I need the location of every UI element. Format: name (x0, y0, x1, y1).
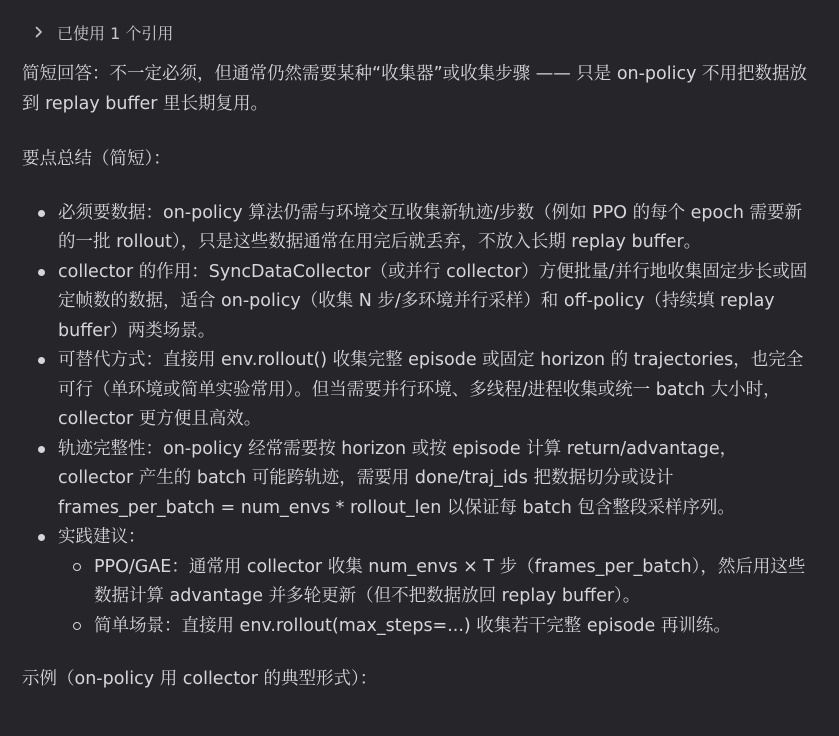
example-heading: 示例（on-policy 用 collector 的典型形式）： (22, 669, 378, 689)
references-label: 已使用 1 个引用 (57, 23, 174, 43)
answer-intro: 简短回答：不一定必须，但通常仍然需要某种“收集器”或收集步骤 —— 只是 on-policy 不用把数据放到 replay buffer 里长期复用。 (22, 64, 808, 114)
list-item (58, 346, 812, 435)
point-text: collector 的作用：SyncDataCollector（或并行 collector）方便批量/并行地收集固定步长或固定帧数的数据，适合 on-policy（收集 N 步/多环境并行采样）和 off-policy（持续填 replay buffer）两类场景。 (58, 261, 808, 341)
list-item (58, 523, 812, 641)
sub-point-text: PPO/GAE：通常用 collector 收集 num_envs × T 步（frames_per_batch），然后用这些数据计算 advantage 并多轮更新（但不把数据放回 replay buffer）。 (94, 556, 806, 606)
key-points-list (22, 199, 812, 642)
sub-list-item (94, 553, 812, 612)
sub-point-text: 简单场景：直接用 env.rollout(max_steps=...) 收集若干完整 episode 再训练。 (94, 615, 731, 636)
list-item (58, 199, 812, 258)
point-text: 实践建议： (58, 527, 146, 547)
chevron-right-icon (33, 26, 45, 38)
summary-heading: 要点总结（简短）： (22, 149, 171, 169)
references-toggle[interactable] (33, 19, 173, 45)
list-item (58, 435, 812, 524)
practice-sublist (58, 553, 812, 642)
answer-body (22, 60, 812, 695)
point-text: 轨迹完整性：on-policy 经常需要按 horizon 或按 episode 计算 return/advantage，collector 产生的 batch 可能跨轨迹，需要用 done/traj_ids 把数据切分或设计 frames_per_batch = num_envs * rollout_len 以保证每 batch 包含整段采样序列。 (58, 438, 738, 518)
point-text: 可替代方式：直接用 env.rollout() 收集完整 episode 或固定 horizon 的 trajectories，也完全可行（单环境或简单实验常用）。但当需要并行环境、多线程/进程收集或统一 batch 大小时，collector 更方便且高效。 (58, 350, 804, 429)
sub-list-item (94, 612, 812, 642)
list-item (58, 258, 812, 347)
point-text: 必须要数据：on-policy 算法仍需与环境交互收集新轨迹/步数（例如 PPO 的每个 epoch 需要新的一批 rollout），只是这些数据通常在用完后就丢弃，不放入长期 replay buffer。 (58, 202, 803, 252)
